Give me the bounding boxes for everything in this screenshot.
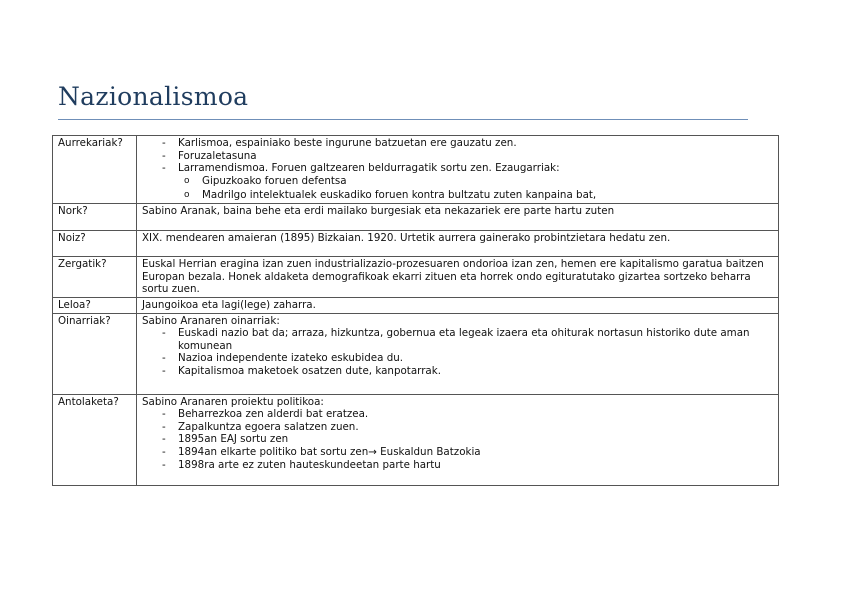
row-label: Oinarriak? (53, 313, 137, 394)
list-item: - 1895an EAJ sortu zen (162, 433, 774, 446)
bullet-list (142, 408, 774, 471)
bullet-list (142, 327, 774, 377)
sub-bullet-list (162, 175, 774, 202)
list-item: - Beharrezkoa zen alderdi bat eratzea. (162, 408, 774, 421)
row-label: Zergatik? (53, 257, 137, 298)
list-item: - Nazioa independente izateko eskubidea du. (162, 352, 774, 365)
row-label: Aurrekariak? (53, 136, 137, 204)
row-content (137, 136, 779, 204)
row-intro: Sabino Aranaren oinarriak: (142, 314, 280, 327)
row-content (137, 313, 779, 394)
table-row (53, 203, 779, 230)
row-content: Euskal Herrian eragina izan zuen industrializazio-prozesuaren ondorioa izan zen, hemen ere kapitalismo garatua baitzen Europan bezala. Honek aldaketa demografikoak ekarri zituen eta horrek ondo egituratutako gizartea sortzeko beharra sortu zuen. (137, 257, 779, 298)
sub-list-item: o Gipuzkoako foruen defentsa (184, 175, 774, 188)
table-row (53, 394, 779, 485)
row-label: Noiz? (53, 230, 137, 257)
table-row (53, 257, 779, 298)
sub-list-item: o Madrilgo intelektualek euskadiko foruen kontra bultzatu zuten kanpaina bat, (184, 189, 774, 202)
list-item: - Zapalkuntza egoera salatzen zuen. (162, 421, 774, 434)
row-label: Nork? (53, 203, 137, 230)
row-content: XIX. mendearen amaieran (1895) Bizkaian. 1920. Urtetik aurrera gainerako probintzietara hedatu zen. (137, 230, 779, 257)
page-title: Nazionalismoa (58, 82, 249, 111)
list-item: - Kapitalismoa maketoek osatzen dute, kanpotarrak. (162, 365, 774, 378)
list-item: - 1894an elkarte politiko bat sortu zen→ Euskaldun Batzokia (162, 446, 774, 459)
bullet-list (142, 137, 774, 175)
list-item: - Karlismoa, espainiako beste ingurune batzuetan ere gauzatu zen. (162, 137, 774, 150)
table-row (53, 230, 779, 257)
row-content (137, 394, 779, 485)
table-row (53, 136, 779, 204)
list-item: - Larramendismoa. Foruen galtzearen beldurragatik sortu zen. Ezaugarriak: (162, 162, 774, 175)
row-intro: Sabino Aranaren proiektu politikoa: (142, 395, 324, 408)
list-item: - Foruzaletasuna (162, 150, 774, 163)
row-content: Jaungoikoa eta lagi(lege) zaharra. (137, 297, 779, 313)
table-row (53, 297, 779, 313)
row-label: Leloa? (53, 297, 137, 313)
list-item: - 1898ra arte ez zuten hauteskundeetan parte hartu (162, 459, 774, 472)
table-row (53, 313, 779, 394)
row-label: Antolaketa? (53, 394, 137, 485)
content-table (52, 135, 779, 486)
title-underline (58, 119, 748, 120)
row-content: Sabino Aranak, baina behe eta erdi mailako burgesiak eta nekazariek ere parte hartu zuten (137, 203, 779, 230)
list-item: - Euskadi nazio bat da; arraza, hizkuntza, gobernua eta legeak izaera eta ohiturak nortasun historiko dute aman komunean (162, 327, 774, 352)
